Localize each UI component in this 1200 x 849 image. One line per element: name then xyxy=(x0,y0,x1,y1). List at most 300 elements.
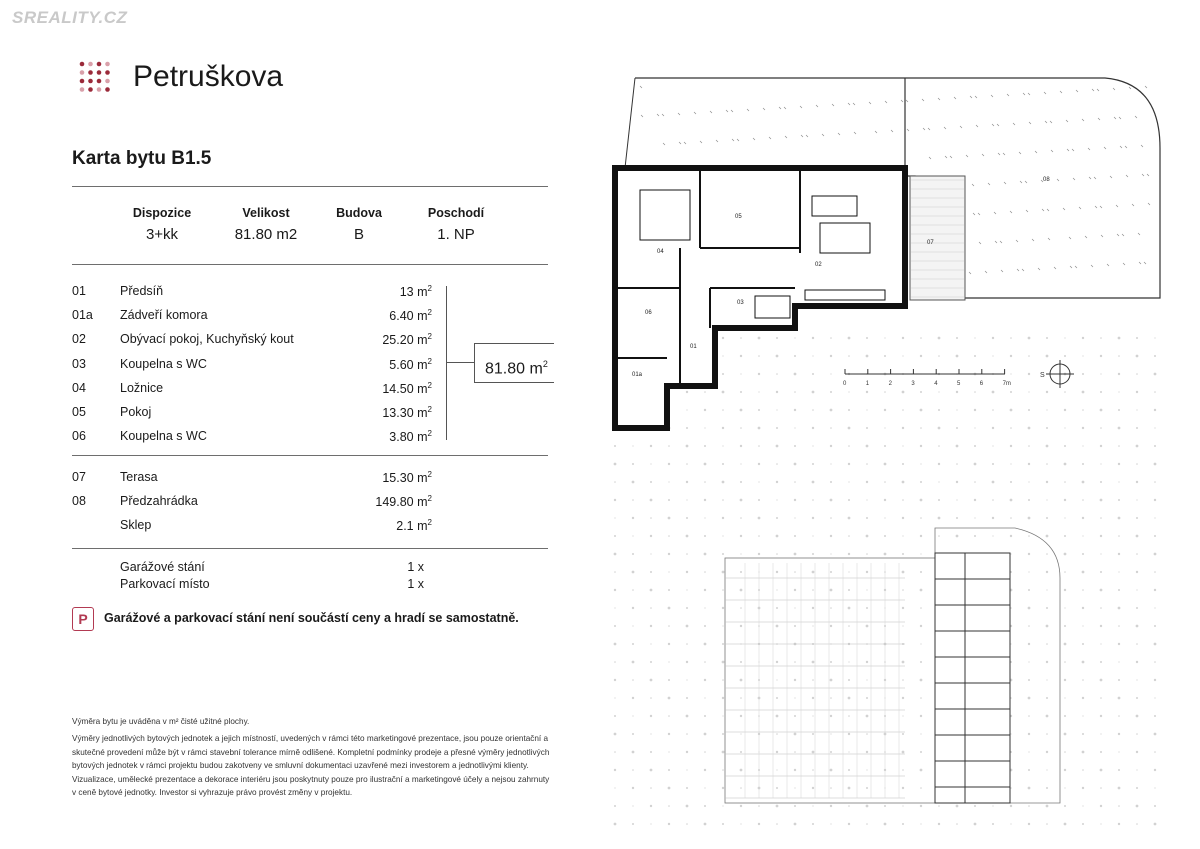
room-name: Koupelna s WC xyxy=(120,429,207,444)
dot xyxy=(632,823,634,825)
dot xyxy=(1010,445,1012,447)
dot xyxy=(614,463,617,466)
dot xyxy=(848,481,849,482)
dot xyxy=(848,445,850,447)
dot xyxy=(866,535,869,538)
dot xyxy=(1136,607,1138,609)
dot xyxy=(848,409,850,411)
dot xyxy=(794,715,796,717)
dot xyxy=(1082,805,1083,806)
dot xyxy=(1046,823,1048,825)
floor-plan xyxy=(605,58,1175,838)
dot xyxy=(830,481,832,483)
dot xyxy=(1082,499,1084,501)
dot xyxy=(956,535,959,538)
dot xyxy=(1100,715,1102,717)
dot xyxy=(614,589,616,591)
speckle xyxy=(853,103,855,105)
dot xyxy=(920,661,922,663)
dot xyxy=(686,517,688,519)
dot xyxy=(1118,409,1120,411)
dot xyxy=(812,337,814,339)
dot xyxy=(812,571,815,574)
dot xyxy=(1118,661,1119,662)
dot xyxy=(1028,571,1029,572)
dot xyxy=(1100,499,1103,502)
dot xyxy=(1046,697,1048,699)
room-label-01: 01 xyxy=(690,344,697,350)
summary-value: 81.80 m2 xyxy=(234,226,298,243)
dot xyxy=(1100,607,1102,609)
room-area: 25.20 $m^2$ xyxy=(382,332,432,348)
dot xyxy=(614,751,616,753)
dot xyxy=(866,553,868,555)
dot xyxy=(812,373,814,375)
dot xyxy=(668,661,669,662)
dot xyxy=(1028,373,1030,375)
dot xyxy=(1154,805,1156,807)
dot xyxy=(650,589,653,592)
dot xyxy=(1064,787,1065,788)
dot xyxy=(866,823,868,825)
dot xyxy=(848,607,851,610)
dot xyxy=(614,769,616,771)
dot xyxy=(1136,823,1138,825)
dot xyxy=(704,697,705,698)
dot xyxy=(1136,805,1139,808)
dot xyxy=(848,427,851,430)
dot xyxy=(920,553,921,554)
parking-icon: P xyxy=(72,607,94,631)
dot xyxy=(740,715,742,717)
dot xyxy=(1028,445,1030,447)
dot xyxy=(1064,481,1066,483)
speckle xyxy=(832,104,834,106)
dot xyxy=(632,715,633,716)
dot xyxy=(686,787,688,789)
dot xyxy=(1154,625,1156,627)
dot xyxy=(1100,571,1102,573)
dot xyxy=(758,535,760,537)
dot xyxy=(776,553,778,555)
dot xyxy=(902,625,903,626)
dot xyxy=(686,571,688,573)
dot xyxy=(686,625,689,628)
dot xyxy=(668,733,670,735)
dot xyxy=(686,481,688,483)
dot xyxy=(650,679,653,682)
dot xyxy=(740,463,741,464)
dot xyxy=(1082,787,1084,789)
dot xyxy=(686,589,687,590)
dot xyxy=(1028,355,1030,357)
dot xyxy=(614,733,617,736)
dot xyxy=(938,409,940,411)
dot xyxy=(1028,607,1031,610)
dot xyxy=(1064,427,1065,428)
dot xyxy=(1010,805,1012,807)
dot xyxy=(938,517,941,520)
dot xyxy=(992,337,994,339)
dot xyxy=(884,535,886,537)
dot xyxy=(1010,535,1012,537)
dot xyxy=(1028,715,1030,717)
dot xyxy=(704,715,706,717)
dot xyxy=(614,517,615,518)
dot xyxy=(722,427,724,429)
room-name: Zádveří komora xyxy=(120,308,208,323)
dot xyxy=(1136,697,1138,699)
dot xyxy=(1064,571,1066,573)
dot xyxy=(812,589,814,591)
dot xyxy=(1064,823,1067,826)
dot xyxy=(1100,535,1102,537)
dot xyxy=(866,625,869,628)
dot xyxy=(614,607,615,608)
dot xyxy=(632,607,634,609)
dot xyxy=(974,823,977,826)
dot xyxy=(632,697,634,699)
dot xyxy=(1154,769,1156,771)
dot xyxy=(848,697,851,700)
dot xyxy=(1136,445,1139,448)
dot xyxy=(1100,427,1102,429)
scale-tick-label: 3 xyxy=(911,381,915,387)
dot xyxy=(614,481,616,483)
dot xyxy=(902,607,904,609)
parking-count: 1 x xyxy=(407,560,424,574)
dot xyxy=(614,571,616,573)
dot xyxy=(848,823,850,825)
dot xyxy=(956,427,958,429)
dot xyxy=(740,589,743,592)
dot xyxy=(1100,391,1102,393)
dot xyxy=(1118,445,1120,447)
dot xyxy=(776,625,779,628)
dot xyxy=(794,553,797,556)
dot xyxy=(1046,643,1048,645)
dot xyxy=(740,697,742,699)
dot xyxy=(668,445,670,447)
dot xyxy=(704,751,706,753)
speckle xyxy=(848,103,850,105)
dot xyxy=(1118,589,1120,591)
room-number: 05 xyxy=(72,405,86,419)
dot xyxy=(956,355,959,358)
dot xyxy=(668,553,670,555)
dot xyxy=(830,733,831,734)
dot xyxy=(866,499,867,500)
dot xyxy=(974,409,976,411)
dot xyxy=(920,643,921,644)
room-row xyxy=(72,518,432,536)
dot xyxy=(794,787,795,788)
dot xyxy=(722,517,724,519)
dot xyxy=(830,517,832,519)
dot xyxy=(1028,517,1031,520)
dot xyxy=(722,733,724,735)
dot xyxy=(812,409,814,411)
dot xyxy=(1136,499,1137,500)
dot xyxy=(1028,643,1030,645)
dot xyxy=(632,769,634,771)
dot xyxy=(866,805,869,808)
dot xyxy=(848,751,849,752)
logo-dot xyxy=(105,70,110,75)
dot xyxy=(704,805,706,807)
dot xyxy=(812,769,814,771)
dot xyxy=(866,715,869,718)
dot xyxy=(1118,733,1120,735)
dot xyxy=(812,391,815,394)
dot xyxy=(1064,337,1065,338)
dot xyxy=(812,733,814,735)
dot xyxy=(614,625,616,627)
dot xyxy=(1082,427,1084,429)
dot xyxy=(1154,661,1156,663)
speckle xyxy=(731,110,733,112)
dot xyxy=(1136,715,1139,718)
dot xyxy=(668,715,670,717)
dot xyxy=(992,463,994,465)
dot xyxy=(866,607,868,609)
dot xyxy=(1046,733,1048,735)
dot xyxy=(1028,463,1030,465)
dot xyxy=(740,337,742,339)
dot xyxy=(902,337,904,339)
dot xyxy=(812,553,814,555)
parking-row xyxy=(72,577,432,595)
dot xyxy=(1028,661,1029,662)
logo-dot xyxy=(97,62,102,67)
dot xyxy=(794,499,796,501)
dot xyxy=(830,553,831,554)
dot xyxy=(830,787,832,789)
dot xyxy=(1046,679,1047,680)
dot xyxy=(1046,751,1048,753)
speckle xyxy=(732,139,734,141)
dot xyxy=(1082,823,1084,825)
dot xyxy=(722,715,723,716)
dot xyxy=(668,823,670,825)
dot xyxy=(776,391,778,393)
dot xyxy=(974,337,975,338)
speckle xyxy=(822,134,824,136)
dot xyxy=(776,409,777,410)
dot xyxy=(830,391,832,393)
dot xyxy=(1118,607,1121,610)
dot xyxy=(1010,409,1013,412)
speckle xyxy=(891,130,893,132)
dot xyxy=(812,517,814,519)
dot xyxy=(992,499,994,501)
dot xyxy=(1082,607,1084,609)
dot xyxy=(740,679,743,682)
dot xyxy=(1010,391,1012,393)
dot xyxy=(974,391,976,393)
dot xyxy=(1100,409,1103,412)
summary-value: 3+kk xyxy=(145,226,179,243)
dot xyxy=(794,391,796,393)
dot xyxy=(632,805,633,806)
dot xyxy=(884,805,886,807)
dot xyxy=(866,661,868,663)
apartment-plan xyxy=(615,168,905,428)
dot xyxy=(1046,661,1048,663)
dot xyxy=(974,355,976,357)
north-compass-icon xyxy=(1040,360,1074,388)
speckle xyxy=(838,133,840,135)
dot xyxy=(704,607,705,608)
dot xyxy=(1136,787,1138,789)
dot xyxy=(812,355,813,356)
dot xyxy=(722,589,724,591)
dot xyxy=(812,481,815,484)
speckle xyxy=(769,137,771,139)
dot xyxy=(866,697,868,699)
dot xyxy=(920,805,922,807)
dot xyxy=(650,715,652,717)
dot xyxy=(830,589,833,592)
dot xyxy=(902,535,903,536)
dot xyxy=(740,661,742,663)
dot xyxy=(830,679,833,682)
parking-name: Garážové stání xyxy=(120,560,205,574)
dot xyxy=(1082,715,1083,716)
dot xyxy=(740,553,741,554)
dot xyxy=(920,481,922,483)
dot xyxy=(1154,373,1157,376)
dot xyxy=(902,823,904,825)
dot xyxy=(1046,517,1048,519)
dot xyxy=(1028,751,1029,752)
dot xyxy=(1082,535,1083,536)
dot xyxy=(1010,553,1011,554)
room-label-03: 03 xyxy=(737,300,744,306)
dot xyxy=(686,679,687,680)
room-number: 08 xyxy=(72,494,86,508)
dot xyxy=(794,679,796,681)
terrace xyxy=(910,176,965,300)
dot xyxy=(1136,679,1137,680)
dot xyxy=(740,373,741,374)
dot xyxy=(1046,463,1048,465)
room-name: Pokoj xyxy=(120,405,152,419)
dot xyxy=(668,751,669,752)
dot xyxy=(686,499,687,500)
dot xyxy=(722,697,724,699)
dot xyxy=(902,751,905,754)
dot xyxy=(740,517,742,519)
dot xyxy=(794,607,795,608)
dot xyxy=(992,409,994,411)
dot xyxy=(956,481,958,483)
dot xyxy=(830,337,832,339)
dot xyxy=(938,535,940,537)
dot xyxy=(686,805,689,808)
dot xyxy=(830,751,832,753)
dot xyxy=(668,697,671,700)
dot xyxy=(650,769,653,772)
dot xyxy=(866,445,869,448)
dot xyxy=(884,409,886,411)
total-area: 81.80 $m^2$ xyxy=(474,343,554,383)
dot xyxy=(722,823,724,825)
dot xyxy=(1046,445,1049,448)
parking-name: Parkovací místo xyxy=(120,577,210,591)
dot xyxy=(650,625,652,627)
room-area: 14.50 $m^2$ xyxy=(382,380,432,396)
dot xyxy=(1118,391,1119,392)
dot xyxy=(1154,445,1156,447)
dot xyxy=(686,643,688,645)
dot xyxy=(1010,733,1011,734)
dot xyxy=(884,553,887,556)
dot xyxy=(812,607,814,609)
dot xyxy=(1046,499,1047,500)
scale-tick-label: 0 xyxy=(843,381,847,387)
dot xyxy=(794,445,796,447)
parking-note: Garážové a parkovací stání není součástí ceny a hradí se samostatně. xyxy=(104,611,519,625)
dot xyxy=(1046,427,1048,429)
dot xyxy=(668,499,670,501)
room-label-06: 06 xyxy=(645,310,652,316)
dot xyxy=(956,391,958,393)
dot xyxy=(866,769,867,770)
dot xyxy=(704,733,707,736)
dot xyxy=(776,337,778,339)
dot xyxy=(812,535,813,536)
dot xyxy=(1064,391,1066,393)
dot xyxy=(1154,571,1156,573)
dot xyxy=(776,445,779,448)
dot xyxy=(776,733,778,735)
dot xyxy=(614,445,616,447)
dot xyxy=(884,391,886,393)
dot xyxy=(1028,697,1031,700)
dot xyxy=(830,571,832,573)
dot xyxy=(650,517,652,519)
speckle xyxy=(716,140,718,142)
dot xyxy=(1028,499,1030,501)
dot xyxy=(722,661,725,664)
dot xyxy=(722,625,723,626)
dot xyxy=(992,427,994,429)
room-number: 04 xyxy=(72,380,86,395)
dot xyxy=(740,499,743,502)
dot xyxy=(920,571,922,573)
dot xyxy=(902,787,904,789)
divider xyxy=(72,264,548,265)
dot xyxy=(686,607,688,609)
dot xyxy=(992,805,993,806)
dot xyxy=(992,823,994,825)
dot xyxy=(686,409,687,410)
dot xyxy=(776,373,778,375)
dot xyxy=(1046,409,1047,410)
dot xyxy=(614,535,616,537)
dot xyxy=(920,751,922,753)
dot xyxy=(920,445,922,447)
scale-tick-label: 6 xyxy=(979,381,984,387)
dot xyxy=(1118,679,1120,681)
scale-tick-label: 2 xyxy=(888,381,892,387)
speckle xyxy=(801,135,803,137)
dot xyxy=(866,589,867,590)
dot xyxy=(974,445,976,447)
dot xyxy=(614,697,615,698)
dot xyxy=(740,733,741,734)
